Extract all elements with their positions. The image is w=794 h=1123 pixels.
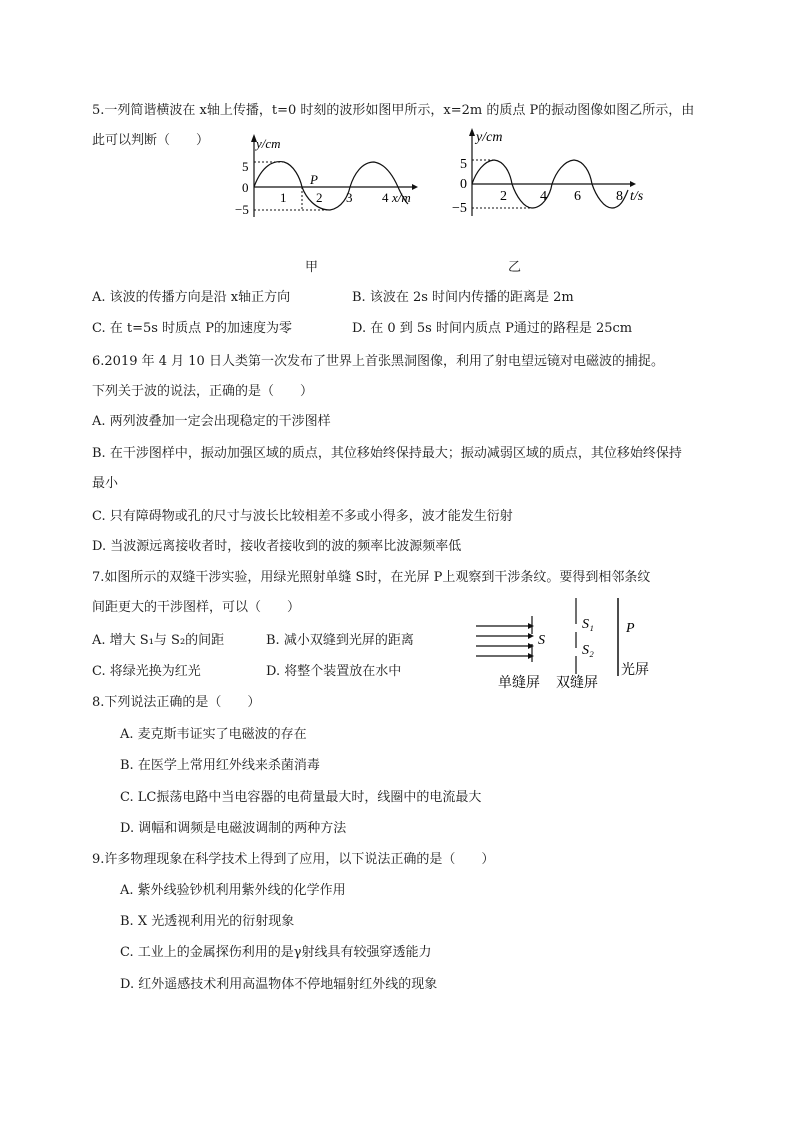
slit-s-label: S bbox=[538, 633, 545, 648]
yi-tick-5: 5 bbox=[460, 157, 467, 172]
yi-xlabel: t/s bbox=[630, 189, 644, 204]
q6-option-c: C. 只有障碍物或孔的尺寸与波长比较相差不多或小得多，波才能发生衍射 bbox=[92, 509, 513, 524]
q9-option-b: B. X 光透视利用光的衍射现象 bbox=[120, 914, 295, 929]
yi-tick-n5: −5 bbox=[452, 201, 467, 216]
double-slit-figure bbox=[470, 596, 670, 692]
jia-xlabel: x/m bbox=[392, 190, 411, 205]
vibration-figure-yi bbox=[444, 124, 654, 220]
q7-option-a: A. 增大 S₁与 S₂的间距 bbox=[92, 633, 225, 648]
q5-option-b: B. 该波在 2s 时间内传播的距离是 2m bbox=[352, 290, 574, 305]
q8-option-d: D. 调幅和调频是电磁波调制的两种方法 bbox=[120, 821, 347, 836]
q6-option-b-line2: 最小 bbox=[92, 476, 119, 491]
screen-p-label: P bbox=[626, 621, 635, 636]
yi-tick-4: 4 bbox=[540, 189, 547, 204]
wave-figure-jia bbox=[226, 130, 422, 222]
q8-stem: 8.下列说法正确的是（ ） bbox=[92, 695, 261, 710]
fig-caption-yi: 乙 bbox=[508, 260, 522, 275]
q5-option-d: D. 在 0 到 5s 时间内质点 P通过的路程是 25cm bbox=[352, 321, 633, 336]
q9-stem: 9.许多物理现象在科学技术上得到了应用，以下说法正确的是（ ） bbox=[92, 852, 495, 867]
q6-stem-line2: 下列关于波的说法，正确的是（ ） bbox=[92, 384, 314, 399]
q9-option-c: C. 工业上的金属探伤利用的是γ射线具有较强穿透能力 bbox=[120, 945, 432, 960]
q7-stem-line2: 间距更大的干涉图样，可以（ ） bbox=[92, 600, 301, 615]
jia-tick-2: 2 bbox=[316, 190, 323, 205]
slit-s1-label: S₁ bbox=[582, 617, 594, 632]
q6-option-d: D. 当波源远离接收者时，接收者接收到的波的频率比波源频率低 bbox=[92, 539, 462, 554]
q9-option-d: D. 红外遥感技术利用高温物体不停地辐射红外线的现象 bbox=[120, 977, 438, 992]
slit-s2-label: S₂ bbox=[582, 643, 594, 658]
double-slit-caption: 双缝屏 bbox=[556, 676, 598, 691]
jia-tick-n5: −5 bbox=[235, 202, 249, 217]
yi-tick-6: 6 bbox=[574, 189, 581, 204]
q5-stem-line1: 5.一列简谐横波在 x轴上传播，t=0 时刻的波形如图甲所示，x=2m 的质点 P的振动图像如图乙所示，由 bbox=[92, 103, 695, 118]
single-slit-caption: 单缝屏 bbox=[498, 676, 540, 691]
jia-tick-5: 5 bbox=[242, 159, 249, 174]
yi-tick-2: 2 bbox=[500, 189, 507, 204]
yi-tick-0: 0 bbox=[460, 177, 467, 192]
fig-caption-jia: 甲 bbox=[305, 260, 319, 275]
jia-tick-0: 0 bbox=[242, 180, 249, 195]
q5-stem-line2: 此可以判断（ ） bbox=[92, 133, 210, 148]
jia-point-p: P bbox=[310, 172, 318, 187]
q8-option-a: A. 麦克斯韦证实了电磁波的存在 bbox=[120, 727, 307, 742]
q5-option-c: C. 在 t=5s 时质点 P的加速度为零 bbox=[92, 321, 292, 336]
q7-option-d: D. 将整个装置放在水中 bbox=[266, 664, 402, 679]
q6-option-b-line1: B. 在干涉图样中，振动加强区域的质点，其位移始终保持最大；振动减弱区域的质点，其位移始终保持 bbox=[92, 446, 682, 461]
q7-option-c: C. 将绿光换为红光 bbox=[92, 664, 201, 679]
q5-option-a: A. 该波的传播方向是沿 x轴正方向 bbox=[92, 290, 291, 305]
yi-tick-8: 8 bbox=[616, 189, 623, 204]
jia-ylabel: y/cm bbox=[256, 136, 281, 151]
jia-tick-1: 1 bbox=[280, 190, 287, 205]
yi-ylabel: y/cm bbox=[476, 130, 503, 145]
q6-option-a: A. 两列波叠加一定会出现稳定的干涉图样 bbox=[92, 414, 331, 429]
q7-option-b: B. 减小双缝到光屏的距离 bbox=[266, 633, 414, 648]
q8-option-c: C. LC振荡电路中当电容器的电荷量最大时，线圈中的电流最大 bbox=[120, 790, 482, 805]
light-screen-caption: 光屏 bbox=[621, 663, 649, 678]
q9-option-a: A. 紫外线验钞机利用紫外线的化学作用 bbox=[120, 883, 346, 898]
q8-option-b: B. 在医学上常用红外线来杀菌消毒 bbox=[120, 758, 320, 773]
jia-tick-3: 3 bbox=[346, 190, 353, 205]
q7-stem-line1: 7.如图所示的双缝干涉实验，用绿光照射单缝 S时，在光屏 P上观察到干涉条纹。要得到相邻条纹 bbox=[92, 570, 651, 585]
jia-tick-4: 4 bbox=[382, 190, 389, 205]
q6-stem-line1: 6.2019 年 4 月 10 日人类第一次发布了世界上首张黑洞图像，利用了射电望远镜对电磁波的捕捉。 bbox=[92, 354, 664, 369]
